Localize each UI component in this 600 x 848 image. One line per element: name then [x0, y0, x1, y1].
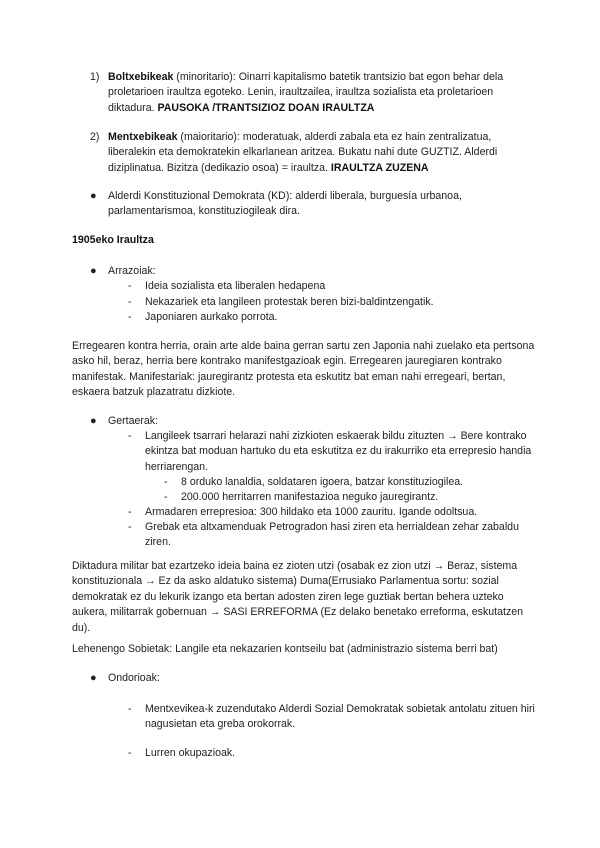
item-number: 1): [90, 71, 100, 83]
item-term: Boltxebikeak: [108, 71, 174, 83]
item-number: 2): [90, 131, 100, 143]
event-item: Grebak eta altxamenduak Petrogradon hasi ziren eta herrialdean zehar zabaldu ziren.: [145, 521, 519, 549]
bullet-icon: ●: [90, 672, 97, 684]
causes-label: Arrazoiak:: [108, 265, 156, 277]
item-text: [108, 130, 536, 176]
dash-icon: -: [128, 506, 132, 518]
dash-icon: -: [128, 311, 132, 323]
dash-icon: -: [164, 491, 168, 503]
bullet-text: Alderdi Konstituzional Demokrata (KD): alderdi liberala, burguesía urbanoa, parlamentarismoa, konstituziogileak dira.: [108, 190, 462, 218]
cause-item: Japoniaren aurkako porrota.: [145, 311, 278, 323]
dash-icon: -: [164, 476, 168, 488]
item-emphasis: PAUSOKA /TRANTSIZIOZ DOAN IRAULTZA: [157, 101, 375, 114]
bullet-icon: ●: [90, 415, 97, 427]
events-label: Gertaerak:: [108, 415, 159, 427]
dash-icon: -: [128, 296, 132, 308]
event-subitem: 8 orduko lanaldia, soldataren igoera, batzar konstituziogilea.: [181, 476, 464, 488]
item-text: [108, 70, 536, 116]
consequences-label: Ondorioak:: [108, 672, 160, 684]
paragraph-soviets: Lehenengo Sobietak: Langile eta nekazarien kontseilu bat (administrazio sistema berri bat): [72, 643, 498, 655]
cause-item: Nekazariek eta langileen protestak beren bizi-baldintzengatik.: [145, 296, 434, 308]
dash-icon: -: [128, 747, 132, 759]
dash-icon: -: [128, 703, 132, 715]
item-body: (minoritario): Oinarri kapitalismo batetik trantsizio bat egon behar dela proletarioen iraultza egoteko. Lenin, iraultzailea, iraultza sozialista eta proletarioen diktadura.: [108, 71, 504, 114]
section-title: 1905eko Iraultza: [72, 234, 154, 246]
item-emphasis: IRAULTZA ZUZENA: [330, 161, 429, 174]
consequence-item: Lurren okupazioak.: [145, 747, 236, 759]
paragraph-duma: Diktadura militar bat ezartzeko ideia baina ez zioten utzi (osabak ez zion utzi → Beraz, sistema konstituzionala → Ez da asko aldatuko sistema) Duma(Errusiako Parlamentua sortu: sozial demokratak ez du lekurik izango eta bertan adosten ziren lege guztiak bertan behera uzteko aukera, militarrak gobernuan → SASI ERREFORMA (Ez delako benetako erreforma, eskutatzen du).: [72, 560, 524, 634]
event-subitem: 200.000 herritarren manifestazioa neguko jauregirantz.: [181, 491, 439, 503]
item-body: (maioritario): moderatuak, alderdi zabala eta ez hain zentralizatua, liberalekin eta demokratekin elkarlanean aritzea. Bukatu nahi dute GUZTIZ. Alderdi diziplinatua. Bizitza (dedikazio osoa) = iraultza.: [108, 131, 498, 174]
cause-item: Ideia sozialista eta liberalen hedapena: [145, 280, 326, 292]
event-item: Armadaren errepresioa: 300 hildako eta 1000 zauritu. Igande odoltsua.: [145, 506, 478, 518]
event-item: Langileek tsarrari helarazi nahi zizkioten eskaerak bildu zituzten → Bere kontrako ekintza bat moduan hartuko du eta eskutitza ez du irakurriko eta errepresio handia herriarengan.: [145, 430, 532, 473]
bullet-icon: ●: [90, 190, 97, 202]
bullet-icon: ●: [90, 265, 97, 277]
dash-icon: -: [128, 280, 132, 292]
dash-icon: -: [128, 430, 132, 442]
paragraph-protest: Erregearen kontra herria, orain arte alde baina gerran sartu zen Japonia nahi zuelako eta pertsona asko hil, beraz, herria bere kontrako manifestgazioak egin. Erregearen jauregiaren kontrako manifestak. Manifestariak: jauregirantz protesta eta eskutitz bat eman nahi erregeari, bertan, eskaera batzuk plazatratu dizkiote.: [72, 340, 535, 399]
item-term: Mentxebikeak: [108, 131, 178, 143]
dash-icon: -: [128, 521, 132, 533]
consequence-item: Mentxevikea-k zuzendutako Alderdi Sozial Demokratak sobietak antolatu zituen hiri nagusietan eta greba orokorrak.: [145, 703, 535, 731]
